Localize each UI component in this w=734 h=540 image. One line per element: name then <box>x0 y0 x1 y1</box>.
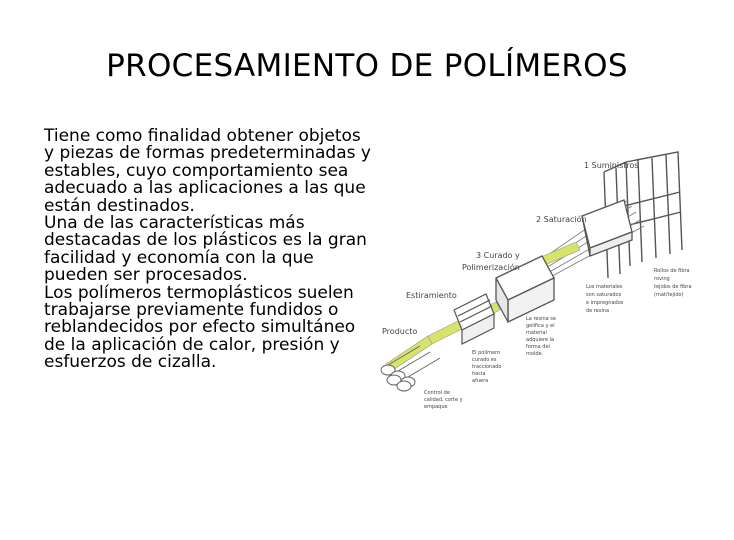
slide-title: PROCESAMIENTO DE POLÍMEROS <box>106 48 628 84</box>
label-estiramiento: Estiramiento <box>406 291 457 300</box>
paragraph-ease: Una de las características más destacadas de los plásticos es la gran facilidad y economía con la que pueden ser procesados. <box>44 213 367 286</box>
svg-text:forma del: forma del <box>526 344 550 350</box>
svg-text:roving: roving <box>654 276 670 282</box>
label-curado-1: 3 Curado y <box>476 251 520 260</box>
label-suministros: 1 Suministros <box>584 161 639 170</box>
svg-text:son saturados: son saturados <box>586 292 622 298</box>
svg-text:tejidos de fibra: tejidos de fibra <box>654 284 692 290</box>
svg-text:Control de: Control de <box>424 390 450 396</box>
svg-text:e impregnados: e impregnados <box>586 300 624 306</box>
svg-text:empaque: empaque <box>424 404 448 410</box>
svg-text:material: material <box>526 330 547 336</box>
label-producto: Producto <box>382 327 418 336</box>
note-rollos <box>654 268 692 298</box>
label-curado-2: Polimerización <box>462 263 520 272</box>
note-polimero <box>472 349 502 384</box>
svg-text:afuera: afuera <box>472 378 489 384</box>
svg-text:hacia: hacia <box>472 371 486 377</box>
pultrusion-diagram <box>376 150 700 420</box>
svg-text:Los materiales: Los materiales <box>586 284 623 290</box>
saturation-bath <box>582 200 632 256</box>
svg-text:de resina: de resina <box>586 308 610 314</box>
svg-text:traccionado: traccionado <box>472 364 502 370</box>
note-resina <box>526 316 556 357</box>
svg-text:El polímero: El polímero <box>472 350 501 356</box>
svg-text:Rollos de fibra: Rollos de fibra <box>654 268 690 274</box>
svg-text:molde.: molde. <box>526 351 544 357</box>
svg-text:adquiere la: adquiere la <box>526 337 555 343</box>
note-materiales <box>586 284 624 314</box>
svg-text:(mat/tejido): (mat/tejido) <box>654 292 684 298</box>
svg-text:curado es: curado es <box>472 357 497 363</box>
svg-text:calidad, corte y: calidad, corte y <box>424 397 463 403</box>
label-saturacion: 2 Saturación <box>536 215 587 224</box>
svg-text:La resina se: La resina se <box>526 316 556 322</box>
paragraph-purpose: Tiene como finalidad obtener objetos y piezas de formas predeterminadas y estables, cuyo comportamiento sea adecuado a las aplicaciones a las que están destinados. <box>44 126 371 216</box>
svg-text:gelifica y el: gelifica y el <box>526 323 555 329</box>
note-control <box>424 390 463 410</box>
paragraph-thermoplastics: Los polímeros termoplásticos suelen trabajarse previamente fundidos o reblandecidos por efecto simultáneo de la aplicación de calor, presión y esfuerzos de cizalla. <box>44 282 356 373</box>
puller <box>454 294 494 344</box>
slide-body <box>44 128 374 372</box>
